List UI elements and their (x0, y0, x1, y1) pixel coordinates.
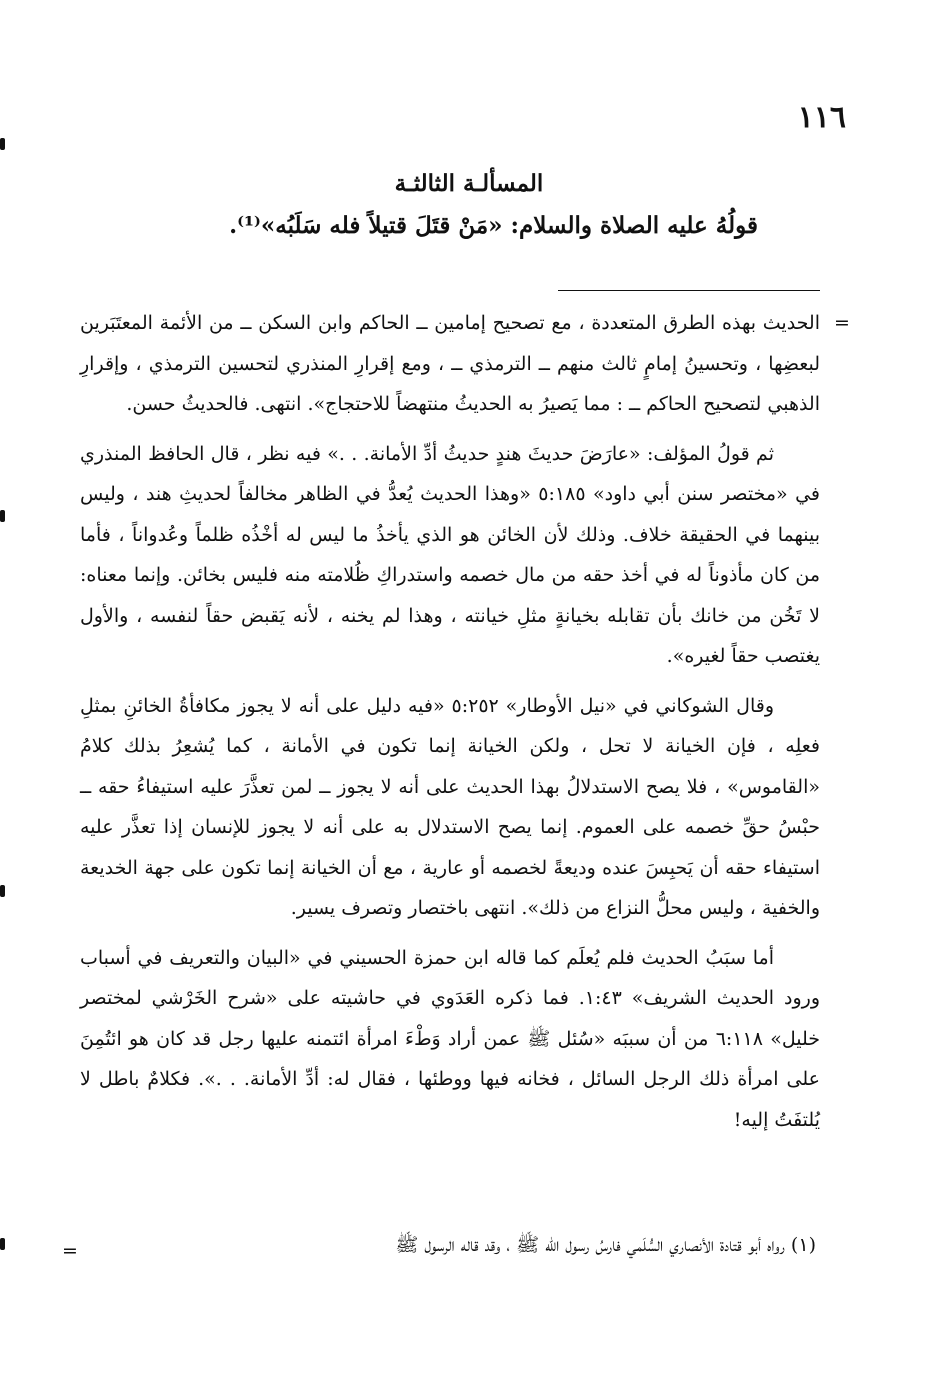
binding-mark (0, 1238, 5, 1250)
section-title: المسألـة الثالثـة (394, 170, 544, 197)
body-text (80, 303, 820, 1140)
header-rule (558, 290, 820, 291)
paragraph: وقال الشوكاني في «نيل الأوطار» ٥:٢٥٢ «فيه دليل على أنه لا يجوز مكافأةُ الخائنِ بمثلِ فعلِه ، فإن الخيانة لا تحل ، ولكن الخيانة إنما تكون في الأمانة ، كما يُشعِرُ بذلك كلامُ «القاموس» ، فلا يصح الاستدلالُ بهذا الحديث على أنه لا يجوز ــ لمن تعذَّرَ عليه استيفاءُ حقه ــ حبْسُ حقِّ خصمه على العموم. إنما يصح الاستدلال به على أنه لا يجوز للإنسان إذا تعذَّر عليه استيفاء حقه أن يَحبِسَ عنده وديعةً لخصمه أو عارية ، مع أن الخيانة إنما تكون على جهة الخديعة والخفية ، وليس محلُّ النزاع من ذلك». انتهى باختصار وتصرف يسير. (80, 694, 820, 919)
continuation-mark-start: = (834, 312, 850, 334)
continuation-mark-end: = (62, 1240, 78, 1262)
page-number: ١١٦ (797, 100, 846, 135)
paragraph: أما سبَبُ الحديث فلم يُعلَم كما قاله ابن حمزة الحسيني في «البيان والتعريف في أسباب ورود الحديث الشريف» ١:٤٣. فما ذكره العَدَوي في حاشيته على «شرح الخَرْشي لمختصر خليل» ٦:١١٨ من أن سببَه «سُئل ﷺ عمن أراد وَطْءَ امرأة ائتمنه عليها رجل قد كان هو ائتُمِنَ على امرأة ذلك الرجل السائل ، فخانه فيها ووطئها ، فقال له: أدِّ الأمانة. . .». فكلامٌ باطل لا يُلتفَتُ إليه! (80, 946, 820, 1131)
paragraph: الحديث بهذه الطرق المتعددة ، مع تصحيح إمامين ــ الحاكم وابن السكن ــ من الأئمة المعتَبَرين لبعضِها ، وتحسينُ إمامٍ ثالث منهم ــ الترمذي ــ ، ومع إقرارِ المنذري لتحسين الترمذي ، وإقرارِ الذهبي لتصحيح الحاكم ــ : مما يَصيرُ به الحديثُ منتهضاً للاحتجاج». انتهى. فالحديثُ حسن. (80, 312, 820, 415)
binding-mark (0, 138, 5, 150)
footnote: (١) رواه أبو قتادة الأنصاري السُّلَمي فارسُ رسول الله ﷺ ، وقد قاله الرسول ﷺ (395, 1234, 816, 1256)
binding-mark (0, 885, 5, 897)
paragraph: ثم قولُ المؤلف: «عارَضَ حديثَ هندٍ حديثُ أدِّ الأمانة. . .» فيه نظر ، قال الحافظ المنذري في «مختصر سنن أبي داود» ٥:١٨٥ «وهذا الحديث يُعدُّ في الظاهر مخالفاً لحديثِ هند ، وليس بينهما في الحقيقة خلاف. وذلك لأن الخائن هو الذي يأخذُ ما ليس له أخْذُه ظلماً وعُدواناً ، فأما من كان مأذوناً له في أخذ حقه من مال خصمه واستدراكِ ظُلامته منه فليس بخائن. وإنما معناه: لا تَخُن من خانك بأن تقابله بخيانةٍ مثلِ خيانته ، وهذا لم يخنه ، لأنه يَقبض حقاً لنفسه ، والأول يغتصب حقاً لغيره». (80, 442, 820, 667)
binding-mark (0, 510, 5, 522)
section-subtitle: قولُهُ عليه الصلاة والسلام: «مَنْ قتَلَ قتيلاً فله سَلَبُه»⁽¹⁾. (229, 212, 758, 239)
